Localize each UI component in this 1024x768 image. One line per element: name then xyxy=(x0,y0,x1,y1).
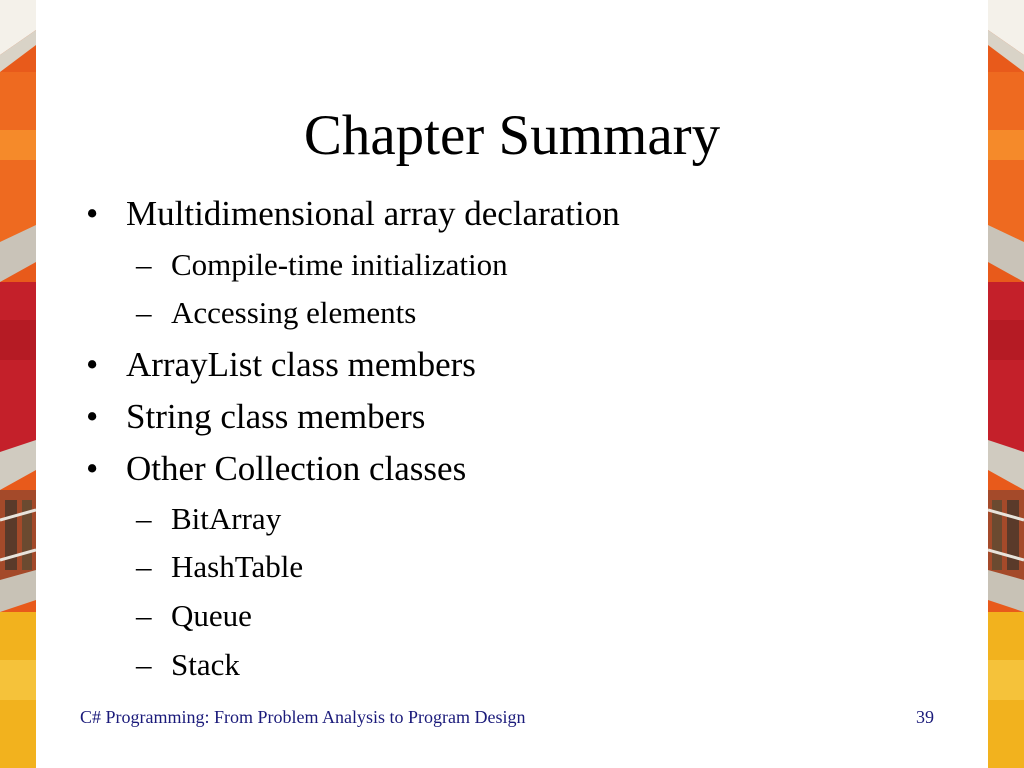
bullet-text: Multidimensional array declaration xyxy=(126,194,620,233)
bullet-marker: • xyxy=(86,449,99,488)
bullet-marker: • xyxy=(86,194,99,233)
sub-bullet-text: Accessing elements xyxy=(171,295,417,330)
sub-bullet-marker: – xyxy=(136,247,152,282)
sub-bullet-marker: – xyxy=(136,295,152,330)
sub-bullet-text: Queue xyxy=(171,598,252,633)
page-number: 39 xyxy=(916,707,934,727)
sub-bullet-marker: – xyxy=(136,598,152,633)
sub-bullet-marker: – xyxy=(136,647,152,682)
bullet-marker: • xyxy=(86,345,99,384)
sub-bullet-marker: – xyxy=(136,549,152,584)
sub-bullet-text: BitArray xyxy=(171,501,282,536)
sub-bullet-text: HashTable xyxy=(171,549,304,584)
slide-title: Chapter Summary xyxy=(303,104,721,167)
bullet-text: Other Collection classes xyxy=(126,449,467,488)
sub-bullet-marker: – xyxy=(136,501,152,536)
bullet-text: String class members xyxy=(126,397,426,436)
sub-bullet-text: Stack xyxy=(171,647,240,682)
footer-course-title: C# Programming: From Problem Analysis to Program Design xyxy=(80,707,526,727)
sub-bullet-text: Compile-time initialization xyxy=(171,247,508,282)
bullet-marker: • xyxy=(86,397,99,436)
bullet-text: ArrayList class members xyxy=(126,345,476,384)
